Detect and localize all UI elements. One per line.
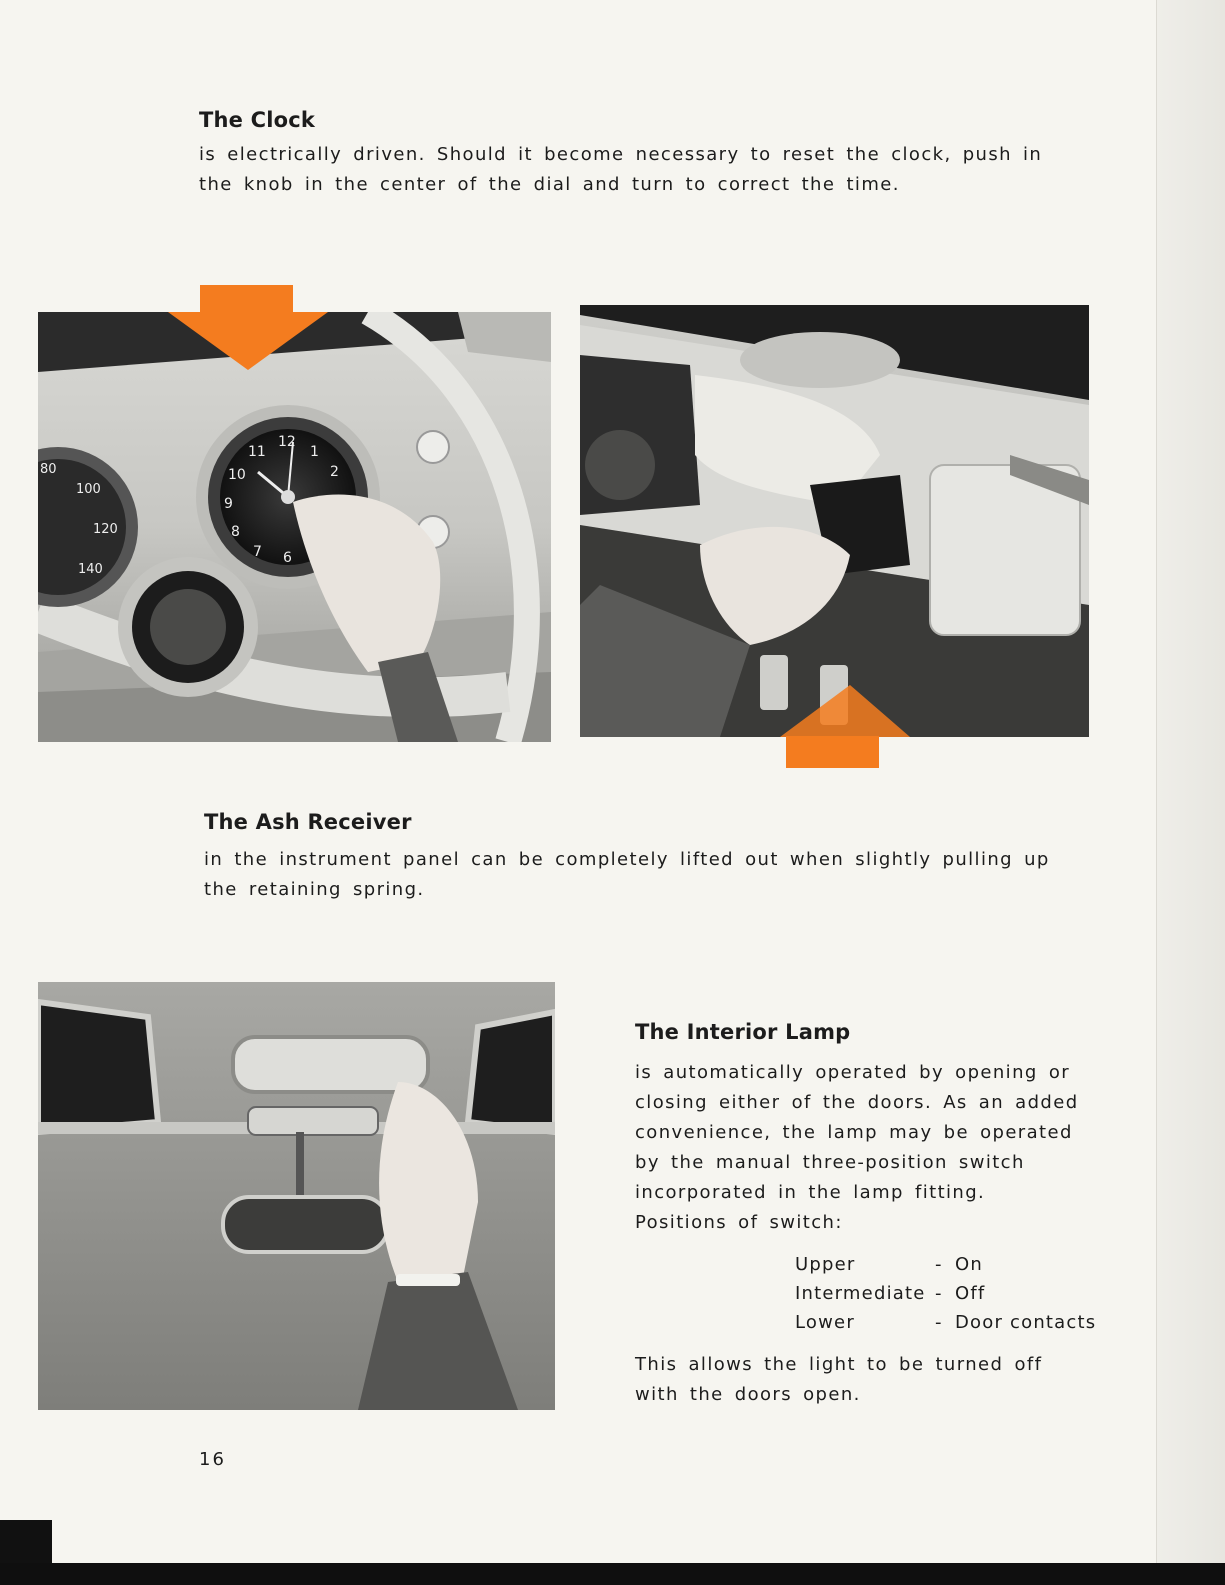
clock-heading: The Clock — [199, 108, 316, 132]
clock-orange-tab — [200, 285, 293, 315]
ash-heading: The Ash Receiver — [204, 810, 412, 834]
dial-number-6: 6 — [283, 550, 292, 566]
switch-position-name: Lower — [795, 1312, 855, 1333]
dial-number-10: 10 — [228, 467, 246, 483]
dial-number-2: 2 — [330, 464, 339, 480]
dial-number-12: 12 — [278, 434, 296, 450]
switch-position-state: Door contacts — [955, 1312, 1097, 1333]
dial-number-9: 9 — [224, 496, 233, 512]
page-bottom-strip — [0, 1563, 1225, 1585]
switch-position-row: Lower - Door contacts — [795, 1308, 1096, 1337]
switch-position-state: On — [955, 1254, 983, 1275]
switch-position-name: Upper — [795, 1254, 856, 1275]
clock-photo — [38, 312, 551, 742]
speedo-number-140: 140 — [78, 562, 103, 577]
speedo-number-80: 80 — [40, 462, 57, 477]
switch-position-state: Off — [955, 1283, 986, 1304]
ash-text: in the instrument panel can be completely lifted out when slightly pulling up the retaining spring. — [204, 849, 1050, 900]
ash-orange-tab — [786, 736, 879, 768]
lamp-closing-text: This allows the light to be turned off with the doors open. — [635, 1354, 1043, 1405]
lamp-positions-label: Positions of switch: — [635, 1212, 843, 1233]
switch-position-row: Intermediate - Off — [795, 1279, 1096, 1308]
switch-position-name: Intermediate — [795, 1283, 926, 1304]
dial-number-1: 1 — [310, 444, 319, 460]
clock-dial-numbers — [38, 312, 551, 742]
switch-position-row: Upper - On — [795, 1250, 1096, 1279]
page-edge — [1156, 0, 1225, 1585]
interior-lamp-photo — [38, 982, 555, 1410]
switch-positions-list — [795, 1250, 1096, 1337]
speedo-number-100: 100 — [76, 482, 101, 497]
dial-number-8: 8 — [231, 524, 240, 540]
lamp-text: is automatically operated by opening or closing either of the doors. As an added convenience, the lamp may be operated by the manual three-position switch incorporated in the lamp fitting. — [635, 1062, 1079, 1203]
page-number: 16 — [199, 1449, 226, 1470]
ash-receiver-photo — [580, 305, 1089, 737]
lamp-heading: The Interior Lamp — [635, 1020, 851, 1044]
dial-number-11: 11 — [248, 444, 266, 460]
speedo-number-120: 120 — [93, 522, 118, 537]
clock-text: is electrically driven. Should it become necessary to reset the clock, push in the knob in the center of the dial and turn to correct the time. — [199, 144, 1043, 195]
dial-number-7: 7 — [253, 544, 262, 560]
